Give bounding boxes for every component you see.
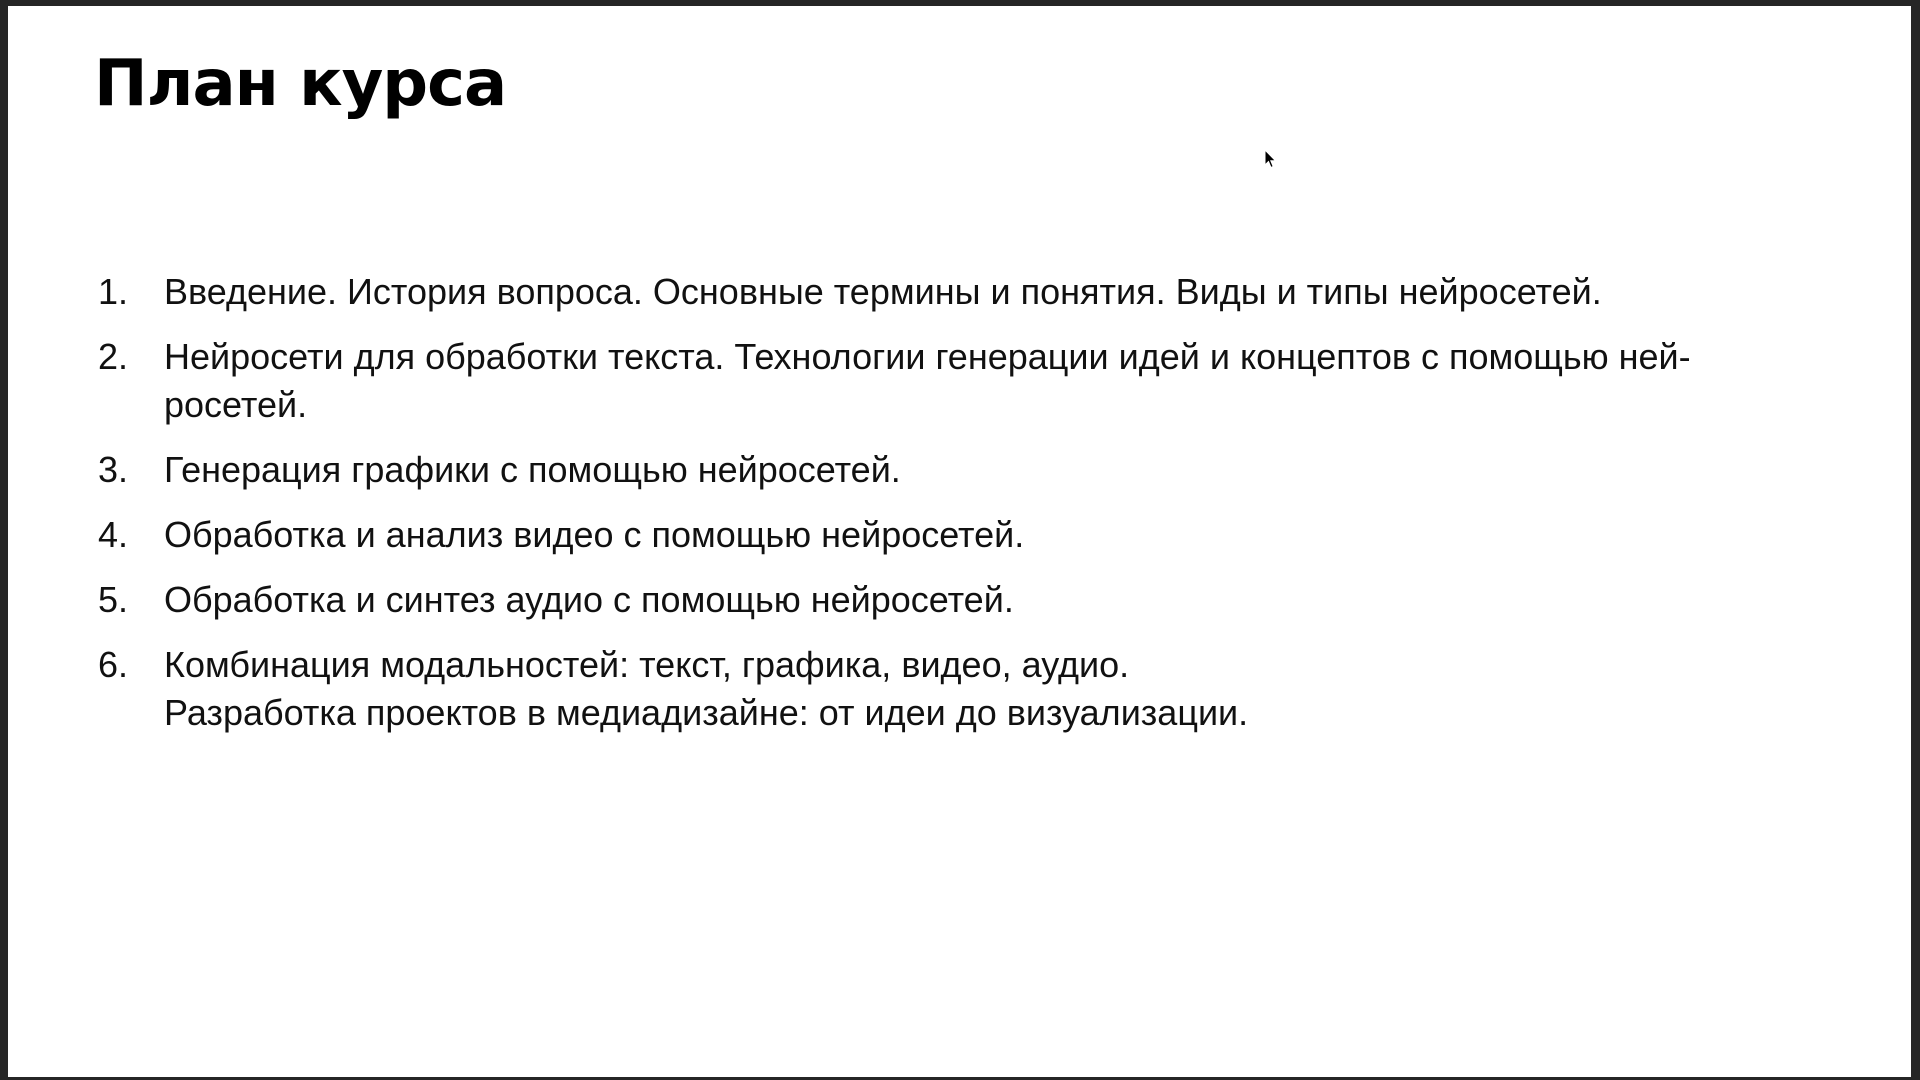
item-text <box>164 576 1878 624</box>
list-item <box>98 333 1878 429</box>
item-text <box>164 268 1878 316</box>
item-number: 3. <box>98 449 129 490</box>
item-line: Разработка проектов в медиадизайне: от идеи до визуализации. <box>164 692 1249 733</box>
item-text <box>164 333 1878 429</box>
slide-title: План курса <box>94 47 507 121</box>
list-item <box>98 576 1878 624</box>
item-line: Введение. История вопроса. Основные термины и понятия. Виды и типы нейросетей. <box>164 271 1602 312</box>
item-line: Нейросети для обработки текста. Технологии генерации идей и концептов с помощью ней- <box>164 336 1691 377</box>
item-text <box>164 511 1878 559</box>
mouse-pointer-icon <box>1264 149 1278 169</box>
item-line: Обработка и анализ видео с помощью нейросетей. <box>164 514 1025 555</box>
item-text <box>164 446 1878 494</box>
course-plan-list <box>98 268 1878 754</box>
item-line: Комбинация модальностей: текст, графика, видео, аудио. <box>164 644 1130 685</box>
item-number: 1. <box>98 271 129 312</box>
list-item <box>98 268 1878 316</box>
item-text <box>164 641 1878 737</box>
item-line: росетей. <box>164 384 308 425</box>
item-number: 2. <box>98 336 129 377</box>
list-item <box>98 641 1878 737</box>
list-item <box>98 446 1878 494</box>
list-item <box>98 511 1878 559</box>
item-line: Генерация графики с помощью нейросетей. <box>164 449 901 490</box>
item-number: 4. <box>98 514 129 555</box>
slide <box>8 6 1911 1077</box>
item-number: 5. <box>98 579 129 620</box>
item-line: Обработка и синтез аудио с помощью нейросетей. <box>164 579 1014 620</box>
item-number: 6. <box>98 644 129 685</box>
